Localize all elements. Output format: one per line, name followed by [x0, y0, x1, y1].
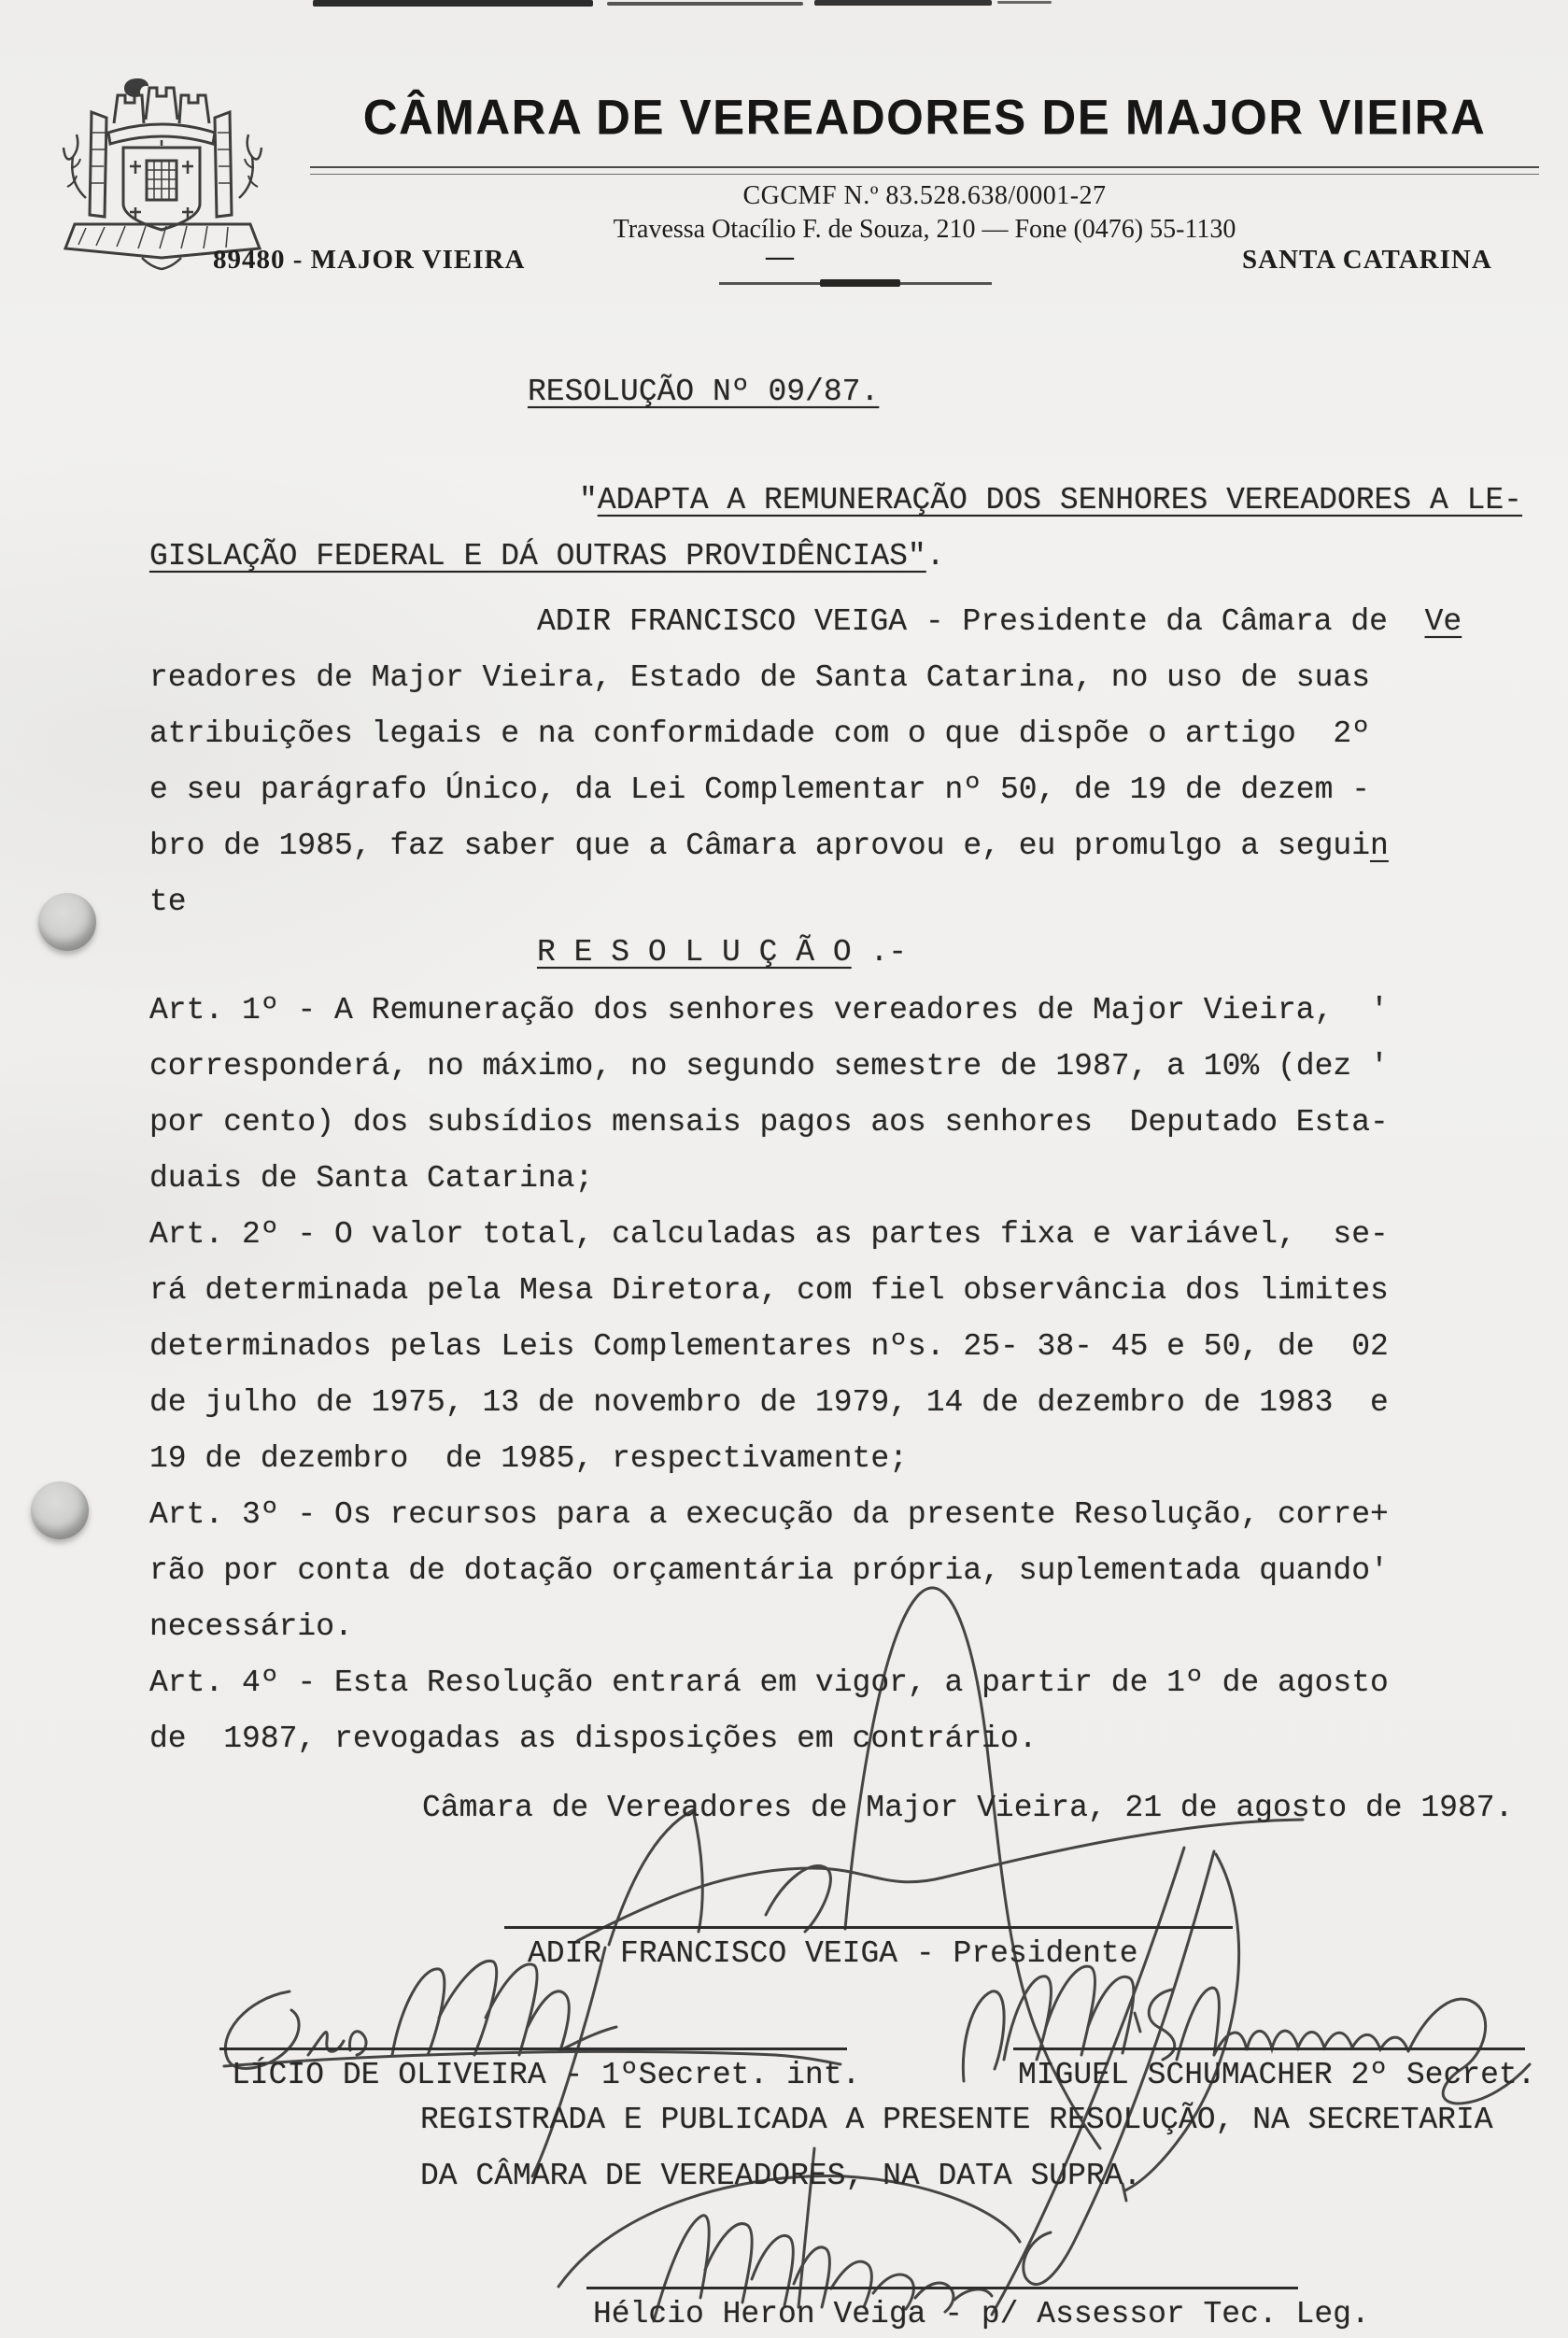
subject-line-1: [579, 482, 1522, 519]
preamble-text: ADIR FRANCISCO VEIGA - Presidente da Câmara de: [537, 604, 1425, 639]
title-underline: [310, 166, 1539, 175]
article-line: por cento) dos subsídios mensais pagos aos senhores Deputado Esta-: [149, 1105, 1389, 1140]
article-line: corresponderá, no máximo, no segundo semestre de 1987, a 10% (dez ': [149, 1049, 1389, 1084]
article-line: de 1987, revogadas as disposições em contrário.: [149, 1722, 1038, 1756]
signature-name-secretary2: MIGUEL SCHUMACHER 2º Secret.: [1018, 2058, 1536, 2092]
article-line: Art. 2º - O valor total, calculadas as partes fixa e variável, se-: [149, 1217, 1389, 1252]
header-dash: —: [766, 241, 794, 272]
subject-period: .: [925, 539, 945, 574]
state-name: SANTA CATARINA: [1242, 245, 1492, 275]
article-line: Art. 4º - Esta Resolução entrará em vigor, a partir de 1º de agosto: [149, 1665, 1389, 1700]
article-line: necessário.: [149, 1609, 353, 1644]
preamble-line-6: te: [149, 885, 187, 919]
header-divider-accent: [820, 279, 900, 287]
signature-name-secretary1: LÍCIO DE OLIVEIRA - 1ºSecret. int.: [232, 2058, 861, 2092]
punch-hole: [38, 893, 96, 951]
article-line: rão por conta de dotação orçamentária própria, suplementada quando': [149, 1553, 1389, 1588]
signature-name-president: ADIR FRANCISCO VEIGA - Presidente: [528, 1936, 1138, 1971]
signature-rule-advisor: [586, 2287, 1298, 2289]
article-line: Art. 1º - A Remuneração dos senhores vereadores de Major Vieira, ': [149, 993, 1389, 1027]
signature-rule-secretary1: [219, 2048, 847, 2050]
preamble-line-1: [537, 603, 1462, 641]
preamble-text: bro de 1985, faz saber que a Câmara aprovou e, eu promulgo a segui: [149, 829, 1371, 863]
scan-artifact: [313, 0, 593, 7]
punch-hole: [31, 1481, 89, 1539]
article-line: Art. 3º - Os recursos para a execução da presente Resolução, corre+: [149, 1497, 1389, 1532]
scan-artifact: [814, 0, 992, 6]
resolucao-heading: [537, 934, 907, 971]
hyphenation-carry: Ve: [1424, 604, 1462, 639]
article-line: determinados pelas Leis Complementares nºs. 25- 38- 45 e 50, de 02: [149, 1329, 1389, 1364]
resolucao-word: R E S O L U Ç Ã O: [537, 935, 852, 970]
open-quote: ": [579, 483, 598, 517]
subject-text-1: ADAPTA A REMUNERAÇÃO DOS SENHORES VEREADORES A LE-: [597, 483, 1522, 517]
scan-artifact: [607, 2, 803, 6]
article-line: 19 de dezembro de 1985, respectivamente;: [149, 1441, 908, 1476]
subject-line-2: [149, 538, 945, 575]
resolution-number-heading: RESOLUÇÃO Nº 09/87.: [528, 375, 880, 409]
resolucao-suffix: .-: [851, 935, 908, 970]
city-postal: 89480 - MAJOR VIEIRA: [213, 245, 526, 275]
preamble-line-5: [149, 828, 1389, 865]
article-line: duais de Santa Catarina;: [149, 1161, 594, 1196]
article-line: rá determinada pela Mesa Diretora, com fiel observância dos limites: [149, 1273, 1389, 1308]
signature-rule-secretary2: [1013, 2048, 1525, 2050]
dateline: Câmara de Vereadores de Major Vieira, 21 de agosto de 1987.: [422, 1791, 1514, 1825]
organization-title: CÂMARA DE VEREADORES DE MAJOR VIEIRA: [362, 89, 1487, 146]
address-line: Travessa Otacílio F. de Souza, 210 — Fone (0476) 55-1130: [613, 215, 1236, 244]
scan-artifact: [997, 1, 1052, 4]
hyphenation-carry: n: [1370, 829, 1389, 863]
preamble-line-4: e seu parágrafo Único, da Lei Complementar nº 50, de 19 de dezem -: [149, 772, 1371, 807]
preamble-line-2: readores de Major Vieira, Estado de Santa Catarina, no uso de suas: [149, 660, 1371, 695]
registration-line-1: REGISTRADA E PUBLICADA A PRESENTE RESOLUÇÃO, NA SECRETARIA: [420, 2103, 1493, 2137]
preamble-line-3: atribuições legais e na conformidade com o que dispõe o artigo 2º: [149, 716, 1371, 751]
registration-line-2: DA CÂMARA DE VEREADORES, NA DATA SUPRA.: [420, 2159, 1142, 2193]
signature-name-advisor: Hélcio Heron Veiga - p/ Assessor Tec. Leg.: [593, 2297, 1370, 2331]
signature-rule-president: [504, 1926, 1233, 1929]
subject-text-2: GISLAÇÃO FEDERAL E DÁ OUTRAS PROVIDÊNCIAS": [149, 539, 926, 574]
article-line: de julho de 1975, 13 de novembro de 1979, 14 de dezembro de 1983 e: [149, 1385, 1389, 1420]
cgcmf-number: CGCMF N.º 83.528.638/0001-27: [742, 181, 1107, 210]
